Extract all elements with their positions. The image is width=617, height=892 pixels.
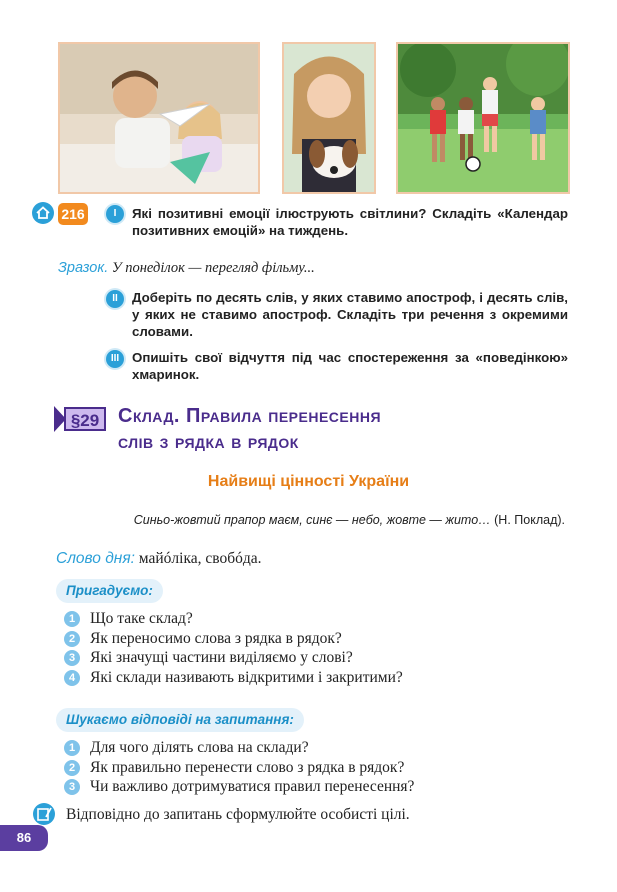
word-of-day-value: майóліка, свобóда. [134, 550, 262, 567]
home-icon [32, 202, 54, 224]
question-number: 1 [64, 611, 80, 627]
question-number: 2 [64, 760, 80, 776]
task-roman-numeral: III [106, 350, 124, 368]
photo-girl-with-puppy [282, 42, 376, 194]
question-number: 1 [64, 740, 80, 756]
section-badge [54, 406, 104, 432]
question-text: Для чого ділять слова на склади? [90, 739, 309, 756]
remember-questions [64, 609, 403, 687]
task-text: Доберіть по десять слів, у яких ставимо апостроф, і десять слів, у яких не ставимо апостроф. Складіть три речення з окремими словами. [132, 290, 568, 339]
question-text: Чи важливо дотримуватися правил перенесення? [90, 778, 415, 795]
photo-kids-playing-football [396, 42, 570, 194]
page-number: 86 [0, 825, 48, 851]
remember-label: Пригадуємо: [56, 579, 163, 603]
quote-text: Синьо-жовтий прапор маєм, синє — небо, жовте — жито… [133, 513, 495, 527]
list-item [64, 738, 414, 758]
question-number: 2 [64, 631, 80, 647]
list-item [64, 629, 403, 649]
epigraph-quote [134, 513, 565, 527]
section-title-line2: слів з рядка в рядок [118, 431, 299, 453]
question-text: Які склади називають відкритими і закритими? [90, 668, 403, 686]
list-item [64, 668, 403, 688]
question-number: 4 [64, 670, 80, 686]
word-of-day-label: Слово дня: [56, 550, 135, 567]
question-text: Як переносимо слова з рядка в рядок? [90, 629, 342, 647]
book-pencil-icon [33, 803, 55, 825]
section-number: §29 [64, 407, 106, 431]
sample-text: У понеділок — перегляд фільму... [108, 260, 315, 276]
list-item [64, 648, 403, 668]
search-answers-label: Шукаємо відповіді на запитання: [56, 708, 304, 732]
subtitle: Найвищі цінності України [207, 473, 410, 490]
task-text: Опишіть свої відчуття під час спостереження за «поведінкою» хмаринок. [132, 350, 568, 382]
word-of-day [56, 550, 262, 568]
question-text: Що таке склад? [90, 610, 193, 627]
final-task-text: Відповідно до запитань сформулюйте особисті цілі. [66, 806, 410, 823]
question-number: 3 [64, 650, 80, 666]
list-item [64, 777, 414, 797]
sample-label: Зразок. [58, 260, 109, 276]
photo-father-daughter-paper-plane [58, 42, 260, 194]
sample-line [58, 260, 315, 277]
section-title-line1: Склад. Правила перенесення [118, 405, 382, 427]
search-questions [64, 738, 414, 797]
section-title [118, 403, 381, 455]
quote-author: (Н. Поклад). [494, 513, 565, 527]
list-item [64, 758, 414, 778]
exercise-number: 216 [58, 203, 88, 225]
question-text: Які значущі частини виділяємо у слові? [90, 649, 353, 666]
task-roman-numeral: I [106, 205, 124, 223]
task-roman-numeral: II [106, 290, 124, 308]
question-text: Як правильно перенести слово з рядка в рядок? [90, 758, 405, 776]
list-item [64, 609, 403, 629]
question-number: 3 [64, 779, 80, 795]
task-text: Які позитивні емоції ілюструють світлини? Складіть «Календар позитивних емоцій» на тиждень. [132, 206, 568, 238]
